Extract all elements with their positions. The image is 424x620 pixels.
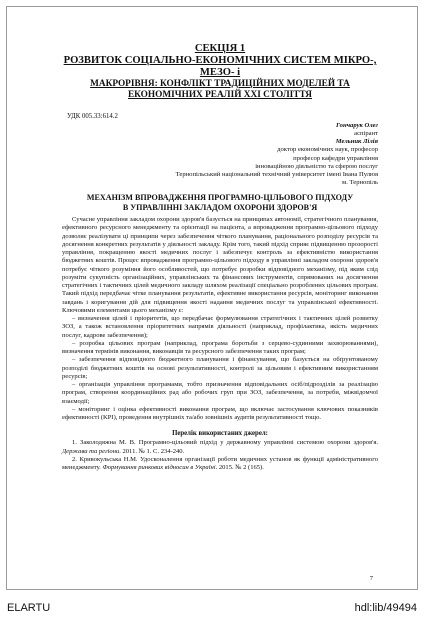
section-title-line1: СЕКЦІЯ 1 bbox=[194, 43, 246, 54]
author-dept-2: інноваційною діяльністю та сферою послуг bbox=[255, 162, 378, 170]
repository-name: ELARTU bbox=[7, 602, 51, 614]
list-item-goals: – визначення цілей і пріоритетів, що передбачає формулювання стратегічних і тактичних цілей розвитку ЗОЗ, а також встановлення пріоритетних напрямів діяльності (наприклад, профілактика, якість медичних послуг, кадрове забезпечення); bbox=[62, 315, 378, 339]
body-paragraph-1: Сучасне управління закладом охорони здоров'я базується на принципах автономії, стратегічного планування, ефективного ресурсного менеджменту та орієнтації на пацієнта, а впровадження програмно-цільового підходу дозволяє реалізувати ці принципи через забезпечення чіткого планування, раціонального розподілу ресурсів та досягнення конкретних результатів у діяльності закладу. Крім того, такий підхід сприяє підвищенню прозорості управління, покращенню якості медичних послуг і забезпечує контроль за ефективністю використання бюджетних коштів. Процес впровадження програмно-цільового підходу в управлінні закладом охорони здоров'я потребує чіткого розуміння його особливостей, що потребує розробки відповідного механізму, під яким слід розуміти сукупність організаційних, управлінських та фінансових інструментів, спрямованих на досягнення стратегічних і тактичних цілей медичного закладу шляхом реалізації спеціально розроблених цільових програм. Такий підхід передбачає чітке планування результатів, ефективне використання ресурсів, моніторинг виконання завдань і коригування дій для підвищення якості надання медичних послуг та управлінської ефективності. Ключовими елементами цього механізму є: bbox=[62, 216, 378, 314]
article-title-line2: В УПРАВЛІННІ ЗАКЛАДОМ ОХОРОНИ ЗДОРОВ'Я bbox=[122, 203, 318, 213]
reference-item-1 bbox=[62, 439, 378, 456]
section-title bbox=[62, 43, 378, 79]
ref-1-text: 1. Заколодяжна М. В. Програмно-цільовий підхід у державному управлінні системою охорони здоров'я. bbox=[72, 439, 378, 447]
author-university: Тернопільський національний технічний університет імені Івана Пулюя bbox=[175, 171, 378, 179]
page-number: 7 bbox=[369, 575, 373, 582]
list-item-programs: – розробка цільових програм (наприклад, програма боротьби з серцево-судинними захворюваннями), визначення термінів виконання, виконавців та ресурсного забезпечення таких програм; bbox=[62, 339, 378, 356]
section-title-line2: РОЗВИТОК СОЦІАЛЬНО-ЕКОНОМІЧНИХ СИСТЕМ МІКРО-, МЕЗО- і bbox=[63, 55, 377, 78]
document-content bbox=[62, 43, 378, 472]
article-title bbox=[62, 193, 378, 213]
udk-code: УДК 005.33:614.2 bbox=[67, 112, 118, 120]
author-block bbox=[62, 122, 378, 188]
list-item-budget: – забезпечення відповідного бюджетного планування і фінансування, що базується на обґрунтованому розподілі бюджетних коштів на основі результативності, контролі за цільовим і ефективним використанням ресурсів; bbox=[62, 356, 378, 380]
ref-1-journal: Держава та регіони bbox=[62, 447, 120, 455]
handle-id: hdl:lib/49494 bbox=[354, 602, 417, 614]
list-item-monitoring: – моніторинг і оцінка ефективності виконання програм, що включає застосування ключових показників ефективності (KPI), проведення внутрішніх та/або зовнішніх аудитів результативності тощо. bbox=[62, 405, 378, 422]
reference-item-2 bbox=[62, 456, 378, 473]
section-subtitle bbox=[62, 79, 378, 102]
section-subtitle-line2: ЕКОНОМІЧНИХ РЕАЛІЙ ХХІ СТОЛІТТЯ bbox=[127, 90, 313, 101]
ref-2-journal: Формування ринкових відносин в Україні bbox=[102, 464, 216, 472]
author-role-1: аспірант bbox=[354, 130, 378, 138]
section-subtitle-line1: МАКРОРІВНЯ: КОНФЛІКТ ТРАДИЦІЙНИХ МОДЕЛЕЙ ТА bbox=[90, 79, 350, 89]
ref-1-details: . 2011. № 1. С. 234-240. bbox=[119, 447, 185, 455]
ref-2-text: 2. Кривокульська Н.М. Удосконалення організації роботи медичних установ як функції адміністративного менеджменту. bbox=[62, 455, 378, 472]
author-city: м. Тернопіль bbox=[342, 179, 378, 187]
repository-footer bbox=[0, 598, 424, 620]
list-item-management: – організація управління програмами, тобто призначення відповідальних осіб/підрозділів за реалізацію програм, створення координаційних рад або робочих груп при ЗОЗ, забезпечення, за потреби, міжвідомчої взаємодії; bbox=[62, 381, 378, 405]
author-name-1: Гончарук Олег bbox=[336, 121, 378, 129]
references-title: Перелік використаних джерел: bbox=[172, 430, 268, 438]
author-position-2: професор кафедри управління bbox=[293, 154, 378, 162]
author-degree-2: доктор економічних наук, професор bbox=[277, 146, 378, 154]
author-name-2: Мельник Лілія bbox=[335, 138, 378, 146]
article-title-line1: МЕХАНІЗМ ВПРОВАДЖЕННЯ ПРОГРАМНО-ЦІЛЬОВОГО ПІДХОДУ bbox=[86, 193, 354, 203]
ref-2-details: . 2015. № 2 (165). bbox=[215, 464, 264, 472]
document-page bbox=[6, 6, 418, 590]
